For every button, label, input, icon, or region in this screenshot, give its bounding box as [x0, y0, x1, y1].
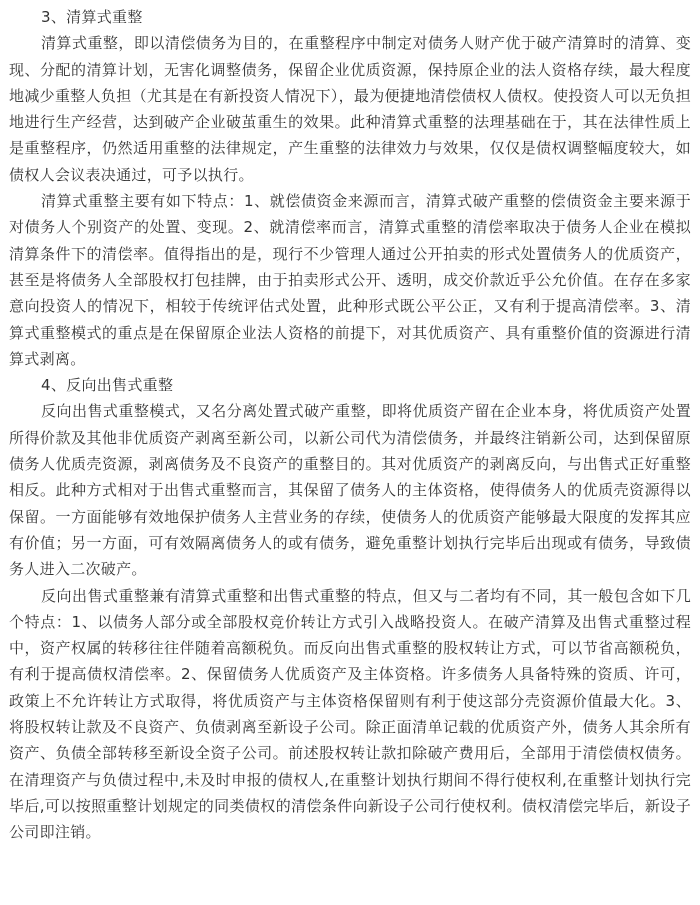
paragraph-reverse-sale-definition: 反向出售式重整模式，又名分离处置式破产重整，即将优质资产留在企业本身，将优质资产处置所得价款及其他非优质资产剥离至新公司，以新公司代为清偿债务，并最终注销新公司，达到保留原债务人优质壳资源，剥离债务及不良资产的重整目的。其对优质资产的剥离反向，与出售式正好重整相反。此种方式相对于出售式重整而言，其保留了债务人的主体资格，使得债务人的优质壳资源得以保留。一方面能够有效地保护债务人主营业务的存续，使债务人的优质资产能够最大限度的发挥其应有价值；另一方面，可有效隔离债务人的或有债务，避免重整计划执行完毕后出现或有债务，导致债务人进入二次破产。 — [9, 402, 691, 579]
section-heading-3: 3、清算式重整 — [41, 8, 143, 26]
paragraph-reverse-sale-features: 反向出售式重整兼有清算式重整和出售式重整的特点，但又与二者均有不同，其一般包含如下几个特点：1、以债务人部分或全部股权竞价转让方式引入战略投资人。在破产清算及出售式重整过程中，资产权属的转移往往伴随着高额税负。而反向出售式重整的股权转让方式，可以节省高额税负，有利于提高债权清偿率。2、保留债务人优质资产及主体资格。许多债务人具备特殊的资质、许可，政策上不允许转让方式取得，将优质资产与主体资格保留则有利于使这部分壳资源价值最大化。3、将股权转让款及不良资产、负债剥离至新设子公司。除正面清单记载的优质资产外，债务人其余所有资产、负债全部转移至新设全资子公司。前述股权转让款扣除破产费用后，全部用于清偿债权债务。在清理资产与负债过程中,未及时申报的债权人,在重整计划执行期间不得行使权利,在重整计划执行完毕后,可以按照重整计划规定的同类债权的清偿条件向新设子公司行使权利。债权清偿完毕后，新设子公司即注销。 — [9, 586, 691, 842]
section-heading-4: 4、反向出售式重整 — [41, 376, 174, 395]
paragraph-liquidation-reorg-features: 清算式重整主要有如下特点：1、就偿债资金来源而言，清算式破产重整的偿债资金主要来源于对债务人个别资产的处置、变现。2、就清偿率而言，清算式重整的清偿率取决于债务人企业在模拟清算条件下的清偿率。值得指出的是，现行不少管理人通过公开拍卖的形式处置债务人的优质资产，甚至是将债务人全部股权打包挂牌，由于拍卖形式公开、透明，成交价款近乎公允价值。在存在多家意向投资人的情况下，相较于传统评估式处置，此种形式既公平公正，又有利于提高清偿率。3、清算式重整模式的重点是在保留原企业法人资格的前提下，对其优质资产、具有重整价值的资源进行清算式剥离。 — [9, 192, 691, 368]
paragraph-liquidation-reorg-definition: 清算式重整，即以清偿债务为目的，在重整程序中制定对债务人财产优于破产清算时的清算、变现、分配的清算计划，无害化调整债务，保留企业优质资源，保持原企业的法人资格存续，最大程度地减少重整人负担（尤其是在有新投资人情况下），最为便捷地清偿债权人债权。使投资人可以无负担地进行生产经营，达到破产企业破茧重生的效果。此种清算式重整的法理基础在于，其在法律性质上是重整程序，仍然适用重整的法律规定，产生重整的法律效力与效果，仅仅是债权调整幅度较大，如债权人会议表决通过，可予以执行。 — [9, 34, 691, 184]
